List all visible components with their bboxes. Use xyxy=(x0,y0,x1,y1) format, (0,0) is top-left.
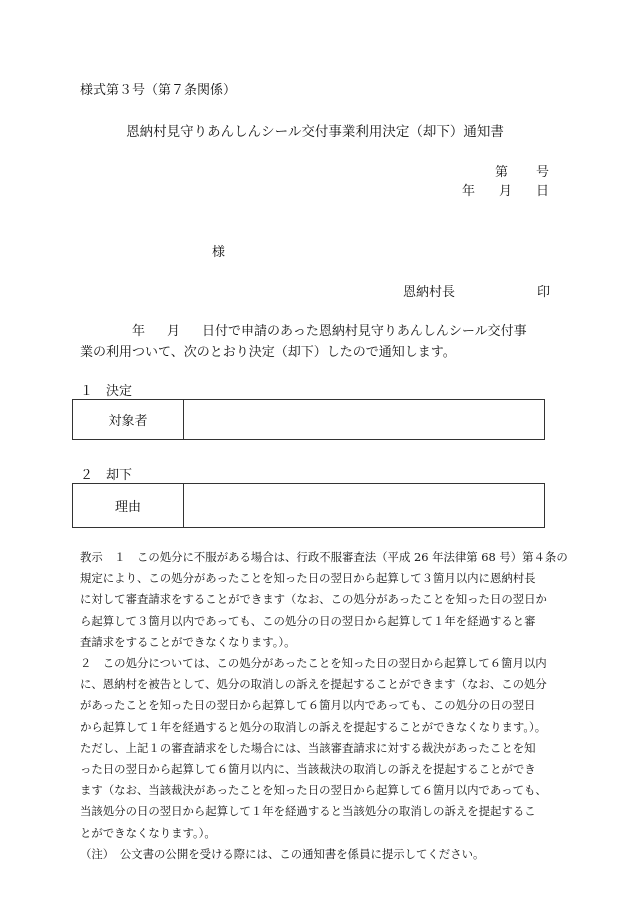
reference-number xyxy=(495,161,549,180)
reference-suffix: 号 xyxy=(535,165,549,180)
notice-line: った日の翌日から起算して６箇月以内に、当該裁決の取消しの訴えを提起することができ xyxy=(80,762,536,777)
notice-body xyxy=(80,321,550,363)
date-month: 月 xyxy=(498,184,512,199)
reason-label: 理由 xyxy=(73,484,184,527)
notice-line: から起算して１年を経過すると処分の取消しの訴えを提起することができなくなります。）。 xyxy=(80,719,547,734)
subject-person-label: 対象者 xyxy=(73,400,184,439)
form-number: 様式第３号（第７条関係） xyxy=(80,83,237,98)
notice-line: ら起算して３箇月以内であっても、この処分の日の翌日から起算して１年を経過すると審 xyxy=(80,613,536,628)
addressee-honorific: 様 xyxy=(212,245,226,260)
notice-line: があったことを知った日の翌日から起算して６箇月以内であっても、この処分の日の翌日 xyxy=(80,698,536,713)
section-decision-heading: １ 決定 xyxy=(80,384,133,399)
body-month: 月 xyxy=(167,324,181,339)
notice-line: ます（なお、当該裁決があったことを知った日の翌日から起算して６箇月以内であっても、 xyxy=(80,783,547,798)
notice-line: 査請求をすることができなくなります。）。 xyxy=(80,634,296,649)
rejection-table xyxy=(72,483,545,528)
notice-line: （注） 公文書の公開を受ける際には、この通知書を係員に提示してください。 xyxy=(80,846,485,861)
section-rejection-heading: ２ 却下 xyxy=(80,468,133,483)
notice-line: 当該処分の日の翌日から起算して１年を経過すると当該処分の取消しの訴えを提起するこ xyxy=(80,804,536,819)
body-year: 年 xyxy=(132,324,146,339)
date-year: 年 xyxy=(461,184,475,199)
notice-line: 規定により、この処分があったことを知った日の翌日から起算して３箇月以内に恩納村長 xyxy=(80,571,536,586)
document-title: 恩納村見守りあんしんシール交付事業利用決定（却下）通知書 xyxy=(126,124,504,140)
notice-line: ただし、上記１の審査請求をした場合には、当該審査請求に対する裁決があったことを知 xyxy=(80,740,536,755)
seal-mark: 印 xyxy=(537,285,551,300)
subject-person-value xyxy=(184,400,544,439)
body-line-2: 業の利用ついて、次のとおり決定（却下）したので通知します。 xyxy=(80,345,456,360)
date-day: 日 xyxy=(535,184,549,199)
body-line-1-rest: 日付で申請のあった恩納村見守りあんしんシール交付事 xyxy=(202,324,527,339)
reason-value xyxy=(184,484,544,527)
issuer-name: 恩納村長 xyxy=(403,285,456,300)
body-line-1 xyxy=(80,321,550,342)
notice-line: ２ この処分については、この処分があったことを知った日の翌日から起算して６箇月以内 xyxy=(80,656,547,671)
notice-line: とができなくなります。）。 xyxy=(80,825,216,840)
appeal-instructions xyxy=(80,547,568,865)
decision-table xyxy=(72,399,545,440)
reference-prefix: 第 xyxy=(494,165,508,180)
notice-line: に対して審査請求をすることができます（なお、この処分があったことを知った日の翌日か xyxy=(80,592,547,607)
notice-line: に、恩納村を被告として、処分の取消しの訴えを提起することができます（なお、この処分 xyxy=(80,677,547,692)
issue-date xyxy=(462,180,549,199)
notice-line: 教示 １ この処分に不服がある場合は、行政不服審査法（平成 26 年法律第 68 号）第４条の xyxy=(80,550,568,564)
